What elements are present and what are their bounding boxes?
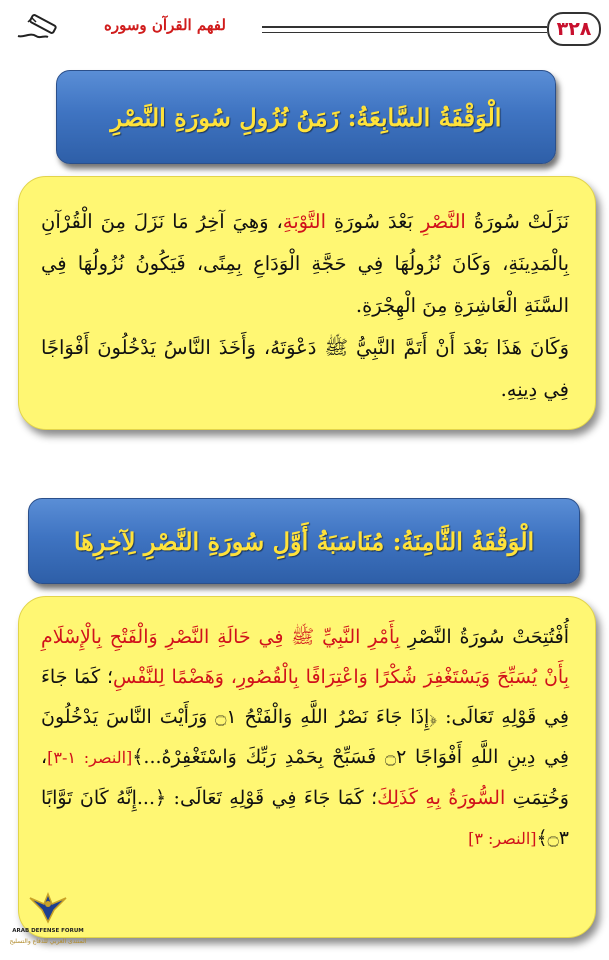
watermark <box>2 888 94 958</box>
highlight-text: بِأَمْرِ النَّبِيِّ ﷺ فِي حَالَةِ النَّصْرِ وَالْفَتْحِ بِالْإِسْلَامِ بِأَنْ يُسَبِّحَ وَيَسْتَغْفِرَ شُكْرًا وَاعْتِرَافًا بِالْقُصُورِ، وَهَضْمًا لِلنَّفْسِ <box>41 626 570 688</box>
section-body-8 <box>41 617 569 859</box>
header-divider-thin <box>262 32 547 33</box>
quran-verse: ﴿إِذَا جَاءَ نَصْرُ اللَّهِ وَالْفَتْحُ ۝١ وَرَأَيْتَ النَّاسَ يَدْخُلُونَ فِي دِينِ اللَّهِ أَفْوَاجًا ۝٢ فَسَبِّحْ بِحَمْدِ رَبِّكَ وَاسْتَغْفِرْهُ...﴾ <box>41 706 570 768</box>
text-run: ؛ كَمَا جَاءَ فِي قَوْلِهِ تَعَالَى: <box>41 666 570 728</box>
quran-verse: ﴿...إِنَّهُ كَانَ تَوَّابًا ۝٣﴾ <box>41 787 569 849</box>
header-divider <box>262 26 547 28</box>
section-card-8 <box>18 596 596 938</box>
text-run: ، وَخُتِمَتِ <box>41 746 569 809</box>
eagle-emblem-icon <box>28 888 68 924</box>
book-title: لفهم القرآن وسوره <box>104 16 226 34</box>
section-body-7 <box>41 201 569 411</box>
verse-reference: [النصر: ١-٣] <box>47 748 133 767</box>
section-heading-8: الْوَقْفَةُ الثَّامِنَةُ: مُنَاسَبَةُ أَوَّلِ سُورَةِ النَّصْرِ لِآخِرِهَا <box>28 498 580 584</box>
pen-writing-icon <box>14 14 62 44</box>
section-card-7 <box>18 176 596 430</box>
highlight-text: السُّورَةُ بِهِ كَذَلِكَ <box>377 787 506 809</box>
page-header <box>0 0 609 62</box>
highlight-text: التَّوْبَةِ <box>282 210 326 233</box>
text-run: نَزَلَتْ سُورَةُ <box>465 210 570 233</box>
text-run: أُفْتُتِحَتْ سُورَةُ النَّصْرِ <box>400 626 569 648</box>
highlight-text: النَّصْرِ <box>420 210 466 233</box>
watermark-text-ar: المنتدى العربي للدفاع والتسليح <box>9 938 87 945</box>
text-run: ؛ كَمَا جَاءَ فِي قَوْلِهِ تَعَالَى: <box>166 787 378 809</box>
paragraph <box>41 201 569 327</box>
text-run: بَعْدَ سُورَةِ <box>326 210 421 233</box>
section-heading-7: الْوَقْفَةُ السَّابِعَةُ: زَمَنُ نُزُولِ سُورَةِ النَّصْرِ <box>56 70 556 164</box>
page-number: ٣٢٨ <box>547 12 601 46</box>
watermark-text-en: ARAB DEFENSE FORUM <box>12 928 84 934</box>
verse-reference: [النصر: ٣] <box>468 829 537 848</box>
paragraph <box>41 617 569 859</box>
paragraph: وَكَانَ هَذَا بَعْدَ أَنْ أَتَمَّ النَّبِيُّ ﷺ دَعْوَتَهُ، وَأَخَذَ النَّاسُ يَدْخُلُونَ أَفْوَاجًا فِي دِينِهِ. <box>41 336 569 401</box>
text-run: ، وَهِيَ آخِرُ مَا نَزَلَ مِنَ الْقُرْآنِ بِالْمَدِينَةِ، وَكَانَ نُزُولُهَا فِي حَجَّةِ الْوَدَاعِ بِمِنًى، فَيَكُونُ نُزُولُهَا فِي السَّنَةِ الْعَاشِرَةِ مِنَ الْهِجْرَةِ. <box>41 210 569 317</box>
